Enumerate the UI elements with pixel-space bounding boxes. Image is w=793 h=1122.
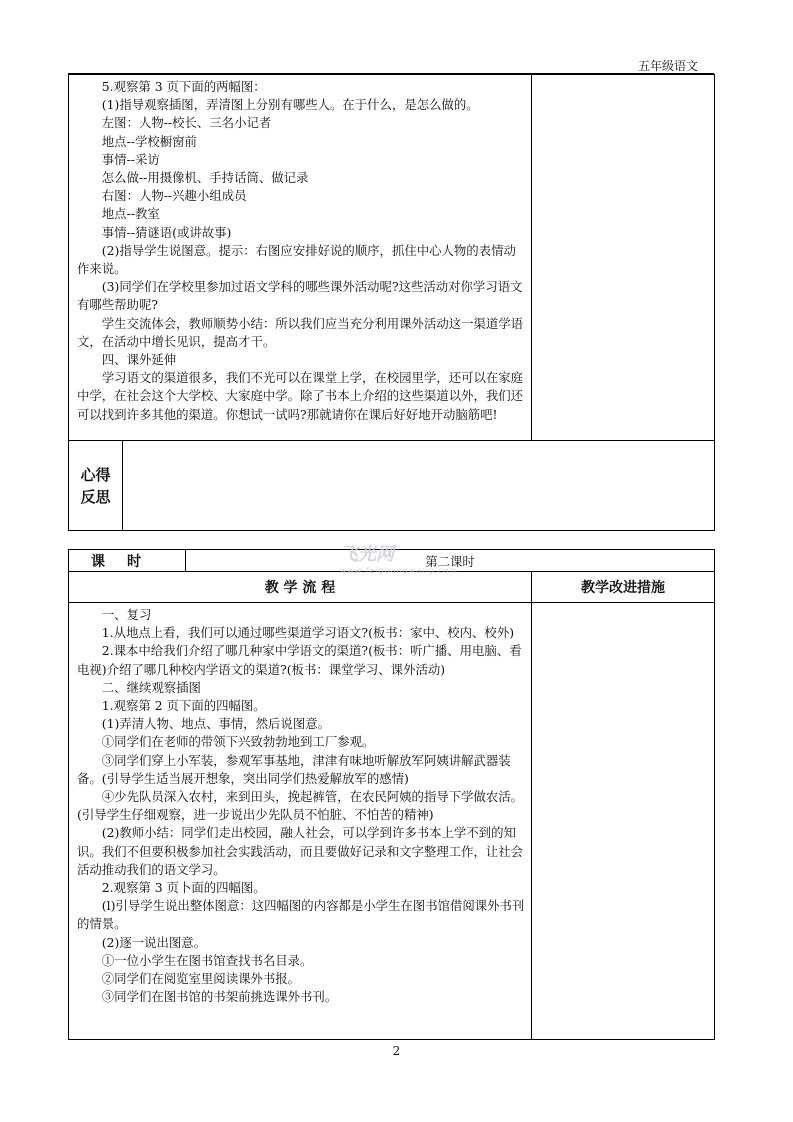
watermark-url: www.feiguangwang.com [340,566,459,575]
content-line: (l)引导学生说出整体图意：这四幅图的内容都是小学生在图书馆借阅课外书刊的情景。 [77,898,525,932]
content-line: 事情--采访 [101,151,160,167]
content-line: (3)同学们在学校里参加过语文学科的哪些课外活动呢?这些活动对你学习语文有哪些帮助呢? [77,279,523,313]
content-line: ①一位小学生在图书馆查找书名目录。 [101,952,313,968]
content-line: 二、继续观察插图 [101,679,201,695]
improvement-cell [532,603,715,1040]
content-line: ④少先队员深入农村，来到田头，挽起裤管，在农民阿姨的指导下学做农活。(引导学生仔细观察，进一步说出少先队员不怕脏、不怕苦的精神) [77,789,524,823]
content-line: (1)指导观察插图，弄清图上分别有哪些人。在于什么，是怎么做的。 [101,97,479,113]
content-line: 1.从地点上看，我们可以通过哪些渠道学习语文?(板书：家中、校内、校外) [101,625,515,641]
improvement-header: 教学改进措施 [532,572,715,603]
content-line: 左图：人物--校长、三名小记者 [101,115,272,131]
content-line: 2.课本中给我们介绍了哪几种家中学语文的渠道?(板书：听广播、用电脑、看电视)介绍了哪几种校内学语文的渠道?(板书：课堂学习、课外活动) [77,643,522,677]
content-line: 四、课外延伸 [101,352,177,368]
header-grade: 五年级语文 [637,59,698,73]
teaching-process-header: 教 学 流 程 [69,572,532,603]
content-line: 事情--猜谜语(或讲故事) [101,224,232,240]
content-line: 怎么做--用摄像机、手持话筒、做记录 [101,170,309,186]
lesson-table-2 [68,549,715,1040]
content-line: 地点--学校橱窗前 [101,133,197,149]
reflection-content-cell [123,441,715,531]
content-line: 一、复习 [101,607,152,622]
lesson-content-cell [69,75,532,441]
lesson-content-cell [69,603,532,1040]
content-line: 5.观察第 3 页下面的两幅图： [101,79,266,94]
lesson-content [69,75,531,427]
reflection-label [69,441,123,531]
content-line: 右图：人物--兴趣小组成员 [101,188,247,204]
watermark-logo [340,540,458,575]
page-number: 2 [392,1044,401,1058]
class-period-label: 课时 [69,550,186,572]
content-line: (2)教师小结：同学们走出校园，融人社会，可以学到许多书本上学不到的知识。我们不但要积极参加社会实践活动，而且要做好记录和文字整理工作，让社会活动推动我们的语文学习。 [77,825,524,877]
content-line: ②同学们在阅览室里阅读课外书报。 [101,971,301,987]
content-line: 学习语文的渠道很多，我们不光可以在课堂上学，在校园里学，还可以在家庭中学，在社会这个大学校、大家庭中学。除了书本上介绍的这些渠道以外，我们还可以找到许多其他的渠道。你想试一试吗?那就请你在课后好好地开动脑筋吧! [77,370,524,422]
content-line: ①同学们在老师的带领下兴致勃勃地到工厂参观。 [101,734,375,750]
content-line: 学生交流体会，教师顺势小结：所以我们应当充分利用课外活动这一渠道学语文，在活动中增长见识，提高才干。 [77,315,524,349]
content-line: (2)逐一说出图意。 [101,934,207,950]
reflection-label-line2: 反思 [80,487,111,506]
content-line: ③同学们在图书馆的书架前挑选课外书刊。 [101,989,338,1005]
lesson-table-1 [68,74,715,531]
content-line: (1)弄清人物、地点、事情，然后说图意。 [101,716,330,732]
content-line: 地点--教室 [101,206,160,222]
improvement-cell [532,75,715,441]
lesson-content [69,603,531,1009]
class-period-value: 第二课时 [186,550,715,572]
content-line: 2.观察第 3 页卜面的四幅图。 [101,880,266,896]
content-line: (2)指导学生说图意。提示：右图应安排好说的顺序，抓住中心人物的表情动作来说。 [77,242,516,277]
watermark-brand: 飞光网 [340,544,394,565]
reflection-label-line1: 心得 [80,465,111,484]
content-line: ③同学们穿上小军装，参观军事基地，津津有味地听解放军阿姨讲解武器装备。(引导学生适当展开想象，突出同学们热爱解放军的感情) [77,752,511,786]
content-line: 1.观察第 2 页下面的四幅图。 [101,698,266,714]
